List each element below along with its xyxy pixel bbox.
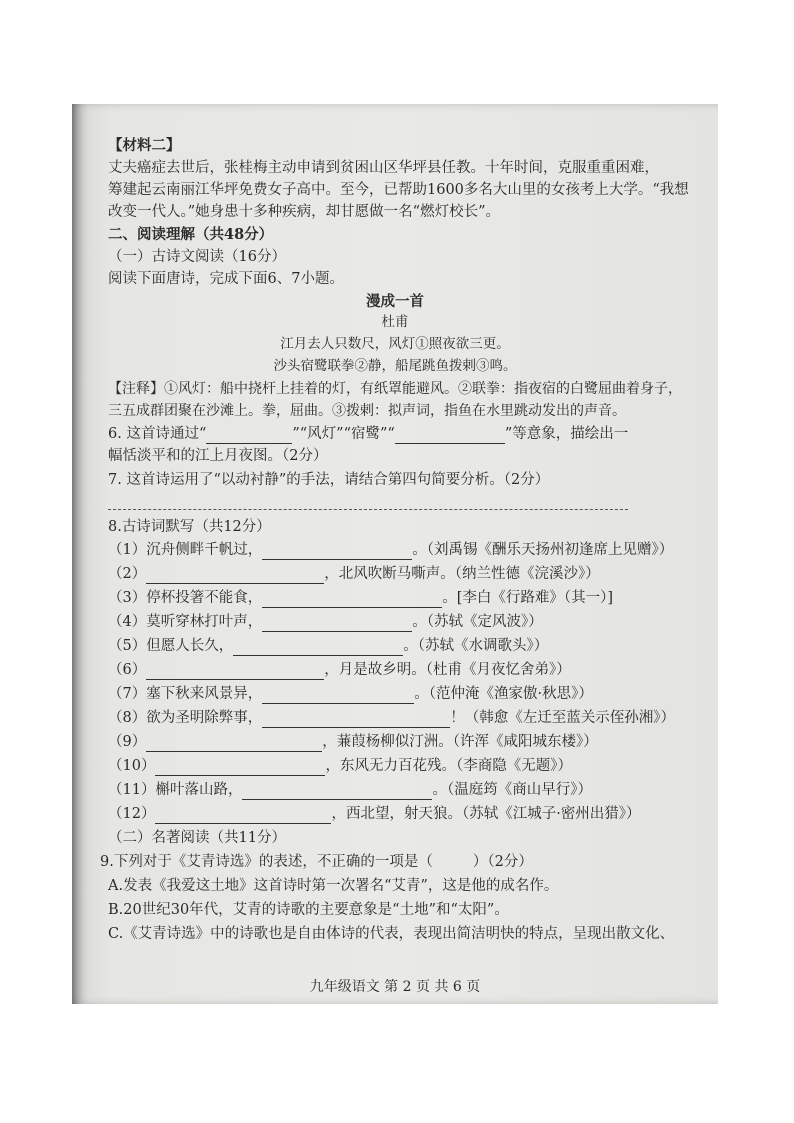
material2-para1: 丈夫癌症去世后，张桂梅主动申请到贫困山区华坪县任教。十年时间，克服重重困难， (108, 160, 659, 176)
q9-option-b[interactable]: B.20世纪30年代，艾青的诗歌的主要意象是“土地”和“太阳”。 (108, 902, 509, 918)
q8-blank-9[interactable] (146, 737, 322, 752)
q9-option-a[interactable]: A.发表《我爱这土地》这首诗时第一次署名“艾青”，这是他的成名作。 (108, 878, 559, 894)
q8-item-3: （3）停杯投箸不能食， 。[李白《行路难》（其一）] (108, 590, 614, 606)
section2-intro: 阅读下面唐诗，完成下面6、7小题。 (108, 271, 344, 287)
q8-blank-4[interactable] (262, 617, 412, 632)
q8-blank-12[interactable] (155, 809, 331, 824)
q8-item-4: （4）莫听穿林打叶声， 。（苏轼《定风波》） (108, 614, 543, 630)
q8-blank-1[interactable] (262, 545, 412, 560)
q8-item-6: （6） ，月是故乡明。（杜甫《月夜忆舍弟》） (108, 662, 571, 678)
q9-option-c[interactable]: C.《艾青诗选》中的诗歌也是自由体诗的代表，表现出简洁明快的特点，呈现出散文化、 (108, 926, 675, 942)
q6-text-a: 6. 这首诗通过“ (108, 426, 207, 442)
q6-line1 (108, 424, 628, 444)
q8-blank-7[interactable] (262, 689, 414, 704)
q8-item-11: （11）槲叶落山路， 。（温庭筠《商山早行》） (108, 782, 592, 798)
q8-item-7: （7）塞下秋来风景异， 。（范仲淹《渔家傲·秋思》） (108, 686, 593, 702)
q8-item-8: （8）欲为圣明除弊事， ！（韩愈《左迁至蓝关示侄孙湘》） (108, 710, 675, 726)
q8-blank-6[interactable] (146, 665, 324, 680)
section2-heading: 二、阅读理解（共48分） (108, 226, 274, 243)
q6-text-c: ”等意象，描绘出一 (504, 426, 629, 442)
q6-text-b: ”“风灯”“宿鹭”“ (292, 426, 395, 442)
q8-item-1: （1）沉舟侧畔千帆过， 。（刘禹锡《酬乐天扬州初逢席上见赠》） (108, 542, 674, 558)
q8-blank-2[interactable] (146, 569, 324, 584)
section2-sub1: （一）古诗文阅读（16分） (108, 249, 286, 265)
poem-line2: 沙头宿鹭联拳②静，船尾跳鱼拨剌③鸣。 (273, 358, 517, 374)
poem-title: 漫成一首 (366, 293, 424, 310)
q7-stem: 7. 这首诗运用了“以动衬静”的手法，请结合第四句简要分析。（2分） (108, 472, 550, 488)
q6-blank1[interactable] (206, 429, 292, 444)
exam-page (72, 104, 718, 1004)
poem-line1: 江月去人只数尺，风灯①照夜欲三更。 (280, 336, 510, 352)
q6-line2: 幅恬淡平和的江上月夜图。（2分） (108, 448, 328, 464)
q8-item-5: （5）但愿人长久， 。（苏轼《水调歌头》） (108, 638, 549, 654)
q8-blank-10[interactable] (155, 761, 325, 776)
page-footer: 九年级语文 第 2 页 共 6 页 (309, 979, 481, 995)
poem-author: 杜甫 (381, 314, 409, 330)
q8-item-9: （9） ，蒹葭杨柳似汀洲。（许浑《咸阳城东楼》） (108, 734, 598, 750)
q6-blank2[interactable] (395, 429, 505, 444)
q9-stem: 9.下列对于《艾青诗选》的表述，不正确的一项是（ ）（2分） (100, 854, 533, 870)
q7-answer-line[interactable] (108, 509, 628, 510)
notes-line2: 三五成群团聚在沙滩上。拳，屈曲。③拨剌：拟声词，指鱼在水里跳动发出的声音。 (108, 403, 626, 419)
notes-line1: 【注释】①风灯：船中挠杆上挂着的灯，有纸罩能避风。②联拳：指夜宿的白鹭屈曲着身子， (108, 381, 682, 397)
material2-para2: 筹建起云南丽江华坪免费女子高中。至今，已帮助1600多名大山里的女孩考上大学。“我想 (108, 182, 689, 198)
section2b-heading: （二）名著阅读（共11分） (108, 830, 286, 846)
q8-blank-3[interactable] (262, 593, 442, 608)
q8-item-2: （2） ，北风吹断马嘶声。（纳兰性德《浣溪沙》） (108, 566, 600, 582)
q8-blank-5[interactable] (233, 641, 403, 656)
material2-para3: 改变一代人。”她身患十多种疾病，却甘愿做一名“燃灯校长”。 (108, 204, 500, 220)
material2-line1 (108, 136, 181, 156)
material2-label: 【材料二】 (108, 137, 181, 154)
q8-blank-11[interactable] (242, 785, 432, 800)
q8-item-10: （10） ，东风无力百花残。（李商隐《无题》） (108, 758, 572, 774)
q8-item-12: （12） ，西北望，射天狼。（苏轼《江城子·密州出猎》） (108, 806, 641, 822)
q8-heading: 8.古诗词默写（共12分） (108, 519, 271, 535)
q8-blank-8[interactable] (262, 713, 450, 728)
